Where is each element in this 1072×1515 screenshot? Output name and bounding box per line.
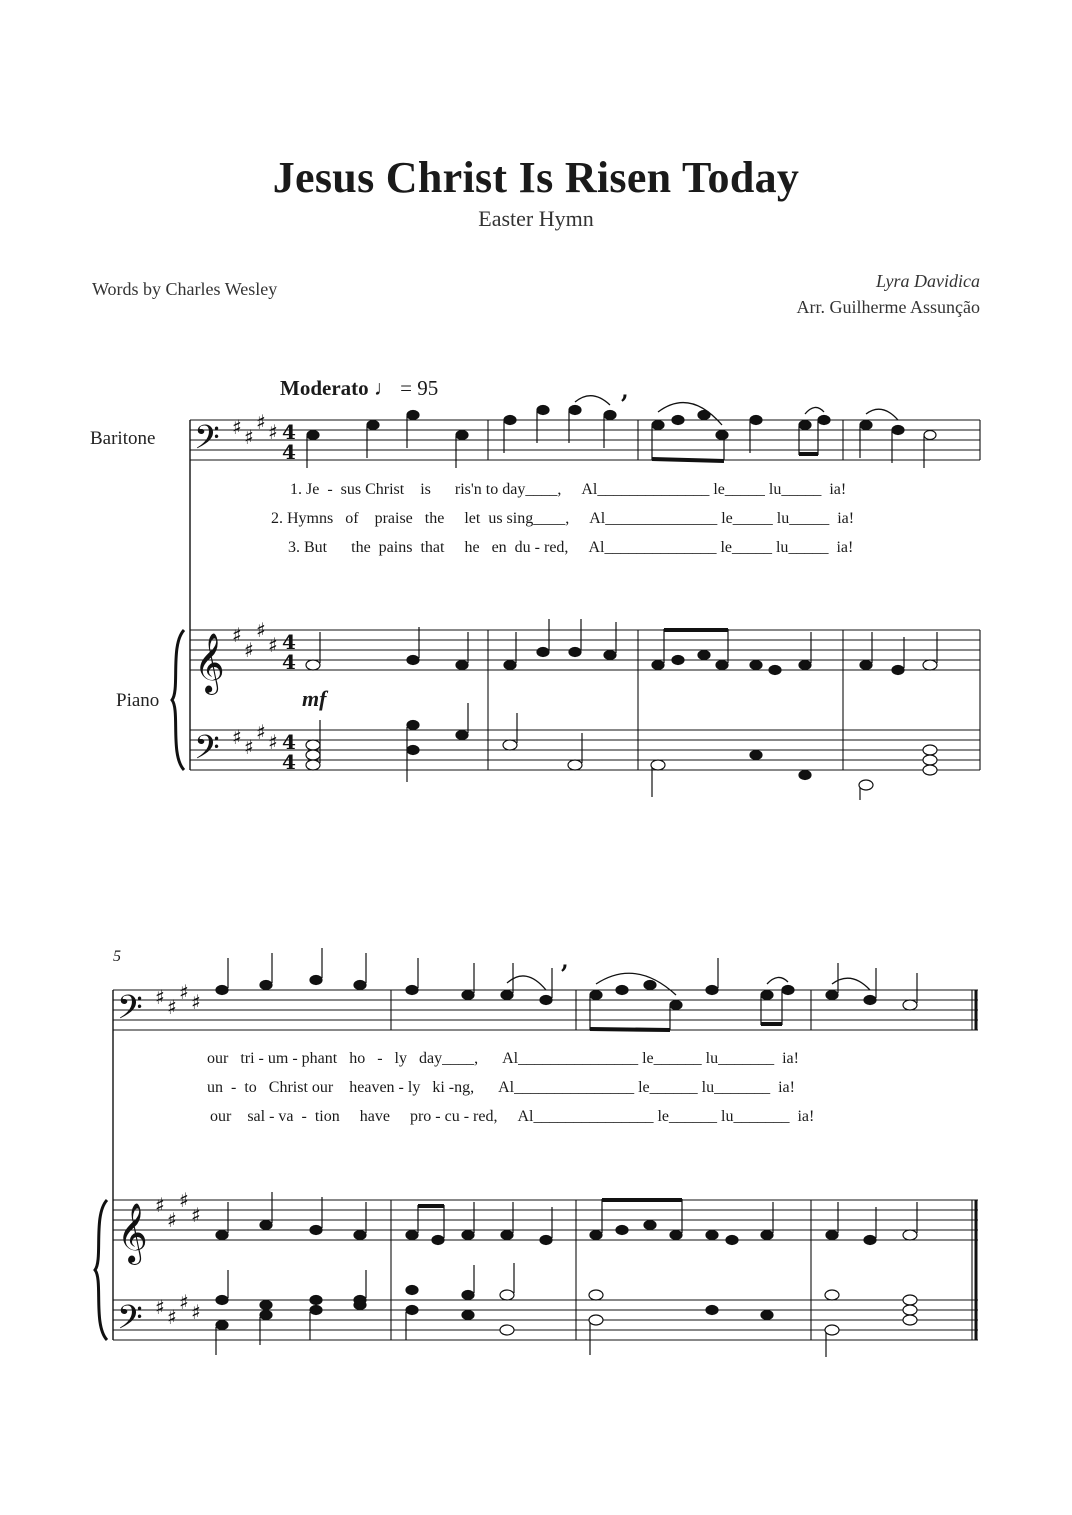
- svg-text:4: 4: [282, 650, 296, 674]
- svg-text:♯: ♯: [268, 633, 278, 657]
- arranger-credit: Arr. Guilherme Assunção: [796, 297, 980, 317]
- piano-brace-1: [172, 630, 184, 770]
- instrument-label-piano: Piano: [116, 690, 160, 711]
- svg-text:♯: ♯: [244, 425, 254, 449]
- svg-text:4: 4: [282, 420, 296, 444]
- tempo-bpm: = 95: [394, 376, 439, 400]
- svg-text:♯: ♯: [191, 990, 201, 1014]
- svg-text:,: ,: [621, 378, 629, 404]
- lyric-verse-2-cont: un - to Christ our heaven - ly ki -ng, Al_______________ le______ lu_______ ia!: [207, 1079, 795, 1096]
- treble-clef-icon: 𝄞: [117, 1203, 148, 1263]
- svg-text:♯: ♯: [232, 415, 242, 439]
- svg-text:♯: ♯: [167, 1208, 177, 1232]
- piano-brace-2: [95, 1200, 107, 1340]
- svg-text:♯: ♯: [244, 638, 254, 662]
- svg-text:♯: ♯: [167, 995, 177, 1019]
- svg-text:♯: ♯: [268, 730, 278, 754]
- svg-text:,: ,: [561, 948, 569, 974]
- instrument-label-baritone: Baritone: [90, 428, 156, 449]
- tune-source: Lyra Davidica: [876, 271, 980, 291]
- svg-text:4: 4: [282, 750, 296, 774]
- lyricist-credit: Words by Charles Wesley: [92, 279, 278, 299]
- tempo-word: Moderato: [280, 376, 369, 400]
- svg-text:♯: ♯: [232, 725, 242, 749]
- lyric-verse-1-cont: our tri - um - phant ho - ly day____, Al_______________ le______ lu_______ ia!: [207, 1050, 799, 1067]
- piano-treble-staff-2: [113, 1200, 978, 1240]
- lyric-verse-3: 3. But the pains that he en du - red, Al______________ le_____ lu_____ ia!: [288, 539, 854, 556]
- svg-text:4: 4: [282, 730, 296, 754]
- bass-clef-icon: 𝄢: [117, 989, 143, 1035]
- svg-text:♯: ♯: [155, 1295, 165, 1319]
- time-signature-4-4: [282, 420, 296, 774]
- svg-text:4: 4: [282, 440, 296, 464]
- svg-text:♯: ♯: [167, 1305, 177, 1329]
- key-signature-sharps-icon: [155, 410, 278, 1329]
- svg-text:♯: ♯: [256, 410, 266, 434]
- piano-bass-staff-2: [113, 1300, 978, 1340]
- bass-clef-icon: 𝄢: [194, 729, 220, 775]
- lyric-verse-3-cont: our sal - va - tion have pro - cu - red, Al_______________ le______ lu_______ ia!: [210, 1108, 815, 1125]
- svg-text:♯: ♯: [191, 1300, 201, 1324]
- lyric-verse-2: 2. Hymns of praise the let us sing____, Al______________ le_____ lu_____ ia!: [271, 510, 855, 527]
- quarter-note-icon: ♩: [373, 376, 395, 400]
- lyric-verse-1: 1. Je - sus Christ is ris'n to day____, Al______________ le_____ lu_____ ia!: [290, 481, 847, 498]
- breath-mark-icon: [561, 378, 629, 974]
- svg-text:4: 4: [282, 630, 296, 654]
- svg-text:♯: ♯: [256, 720, 266, 744]
- page-subtitle: Easter Hymn: [478, 206, 594, 231]
- svg-text:♯: ♯: [268, 420, 278, 444]
- bass-clef-icon: 𝄢: [194, 419, 220, 465]
- svg-text:♯: ♯: [179, 980, 189, 1004]
- svg-text:♯: ♯: [179, 1290, 189, 1314]
- dynamic-mf: mf: [302, 686, 327, 711]
- slurs: [507, 396, 898, 995]
- svg-text:♯: ♯: [256, 618, 266, 642]
- page-title: Jesus Christ Is Risen Today: [272, 153, 800, 202]
- treble-clef-icon: 𝄞: [194, 633, 225, 693]
- bass-clef-icon: 𝄢: [117, 1299, 143, 1345]
- svg-text:♯: ♯: [244, 735, 254, 759]
- svg-text:♯: ♯: [191, 1203, 201, 1227]
- measure-number: 5: [113, 948, 121, 965]
- svg-text:♯: ♯: [155, 985, 165, 1009]
- svg-text:♯: ♯: [155, 1193, 165, 1217]
- svg-text:♯: ♯: [179, 1188, 189, 1212]
- svg-text:♯: ♯: [232, 623, 242, 647]
